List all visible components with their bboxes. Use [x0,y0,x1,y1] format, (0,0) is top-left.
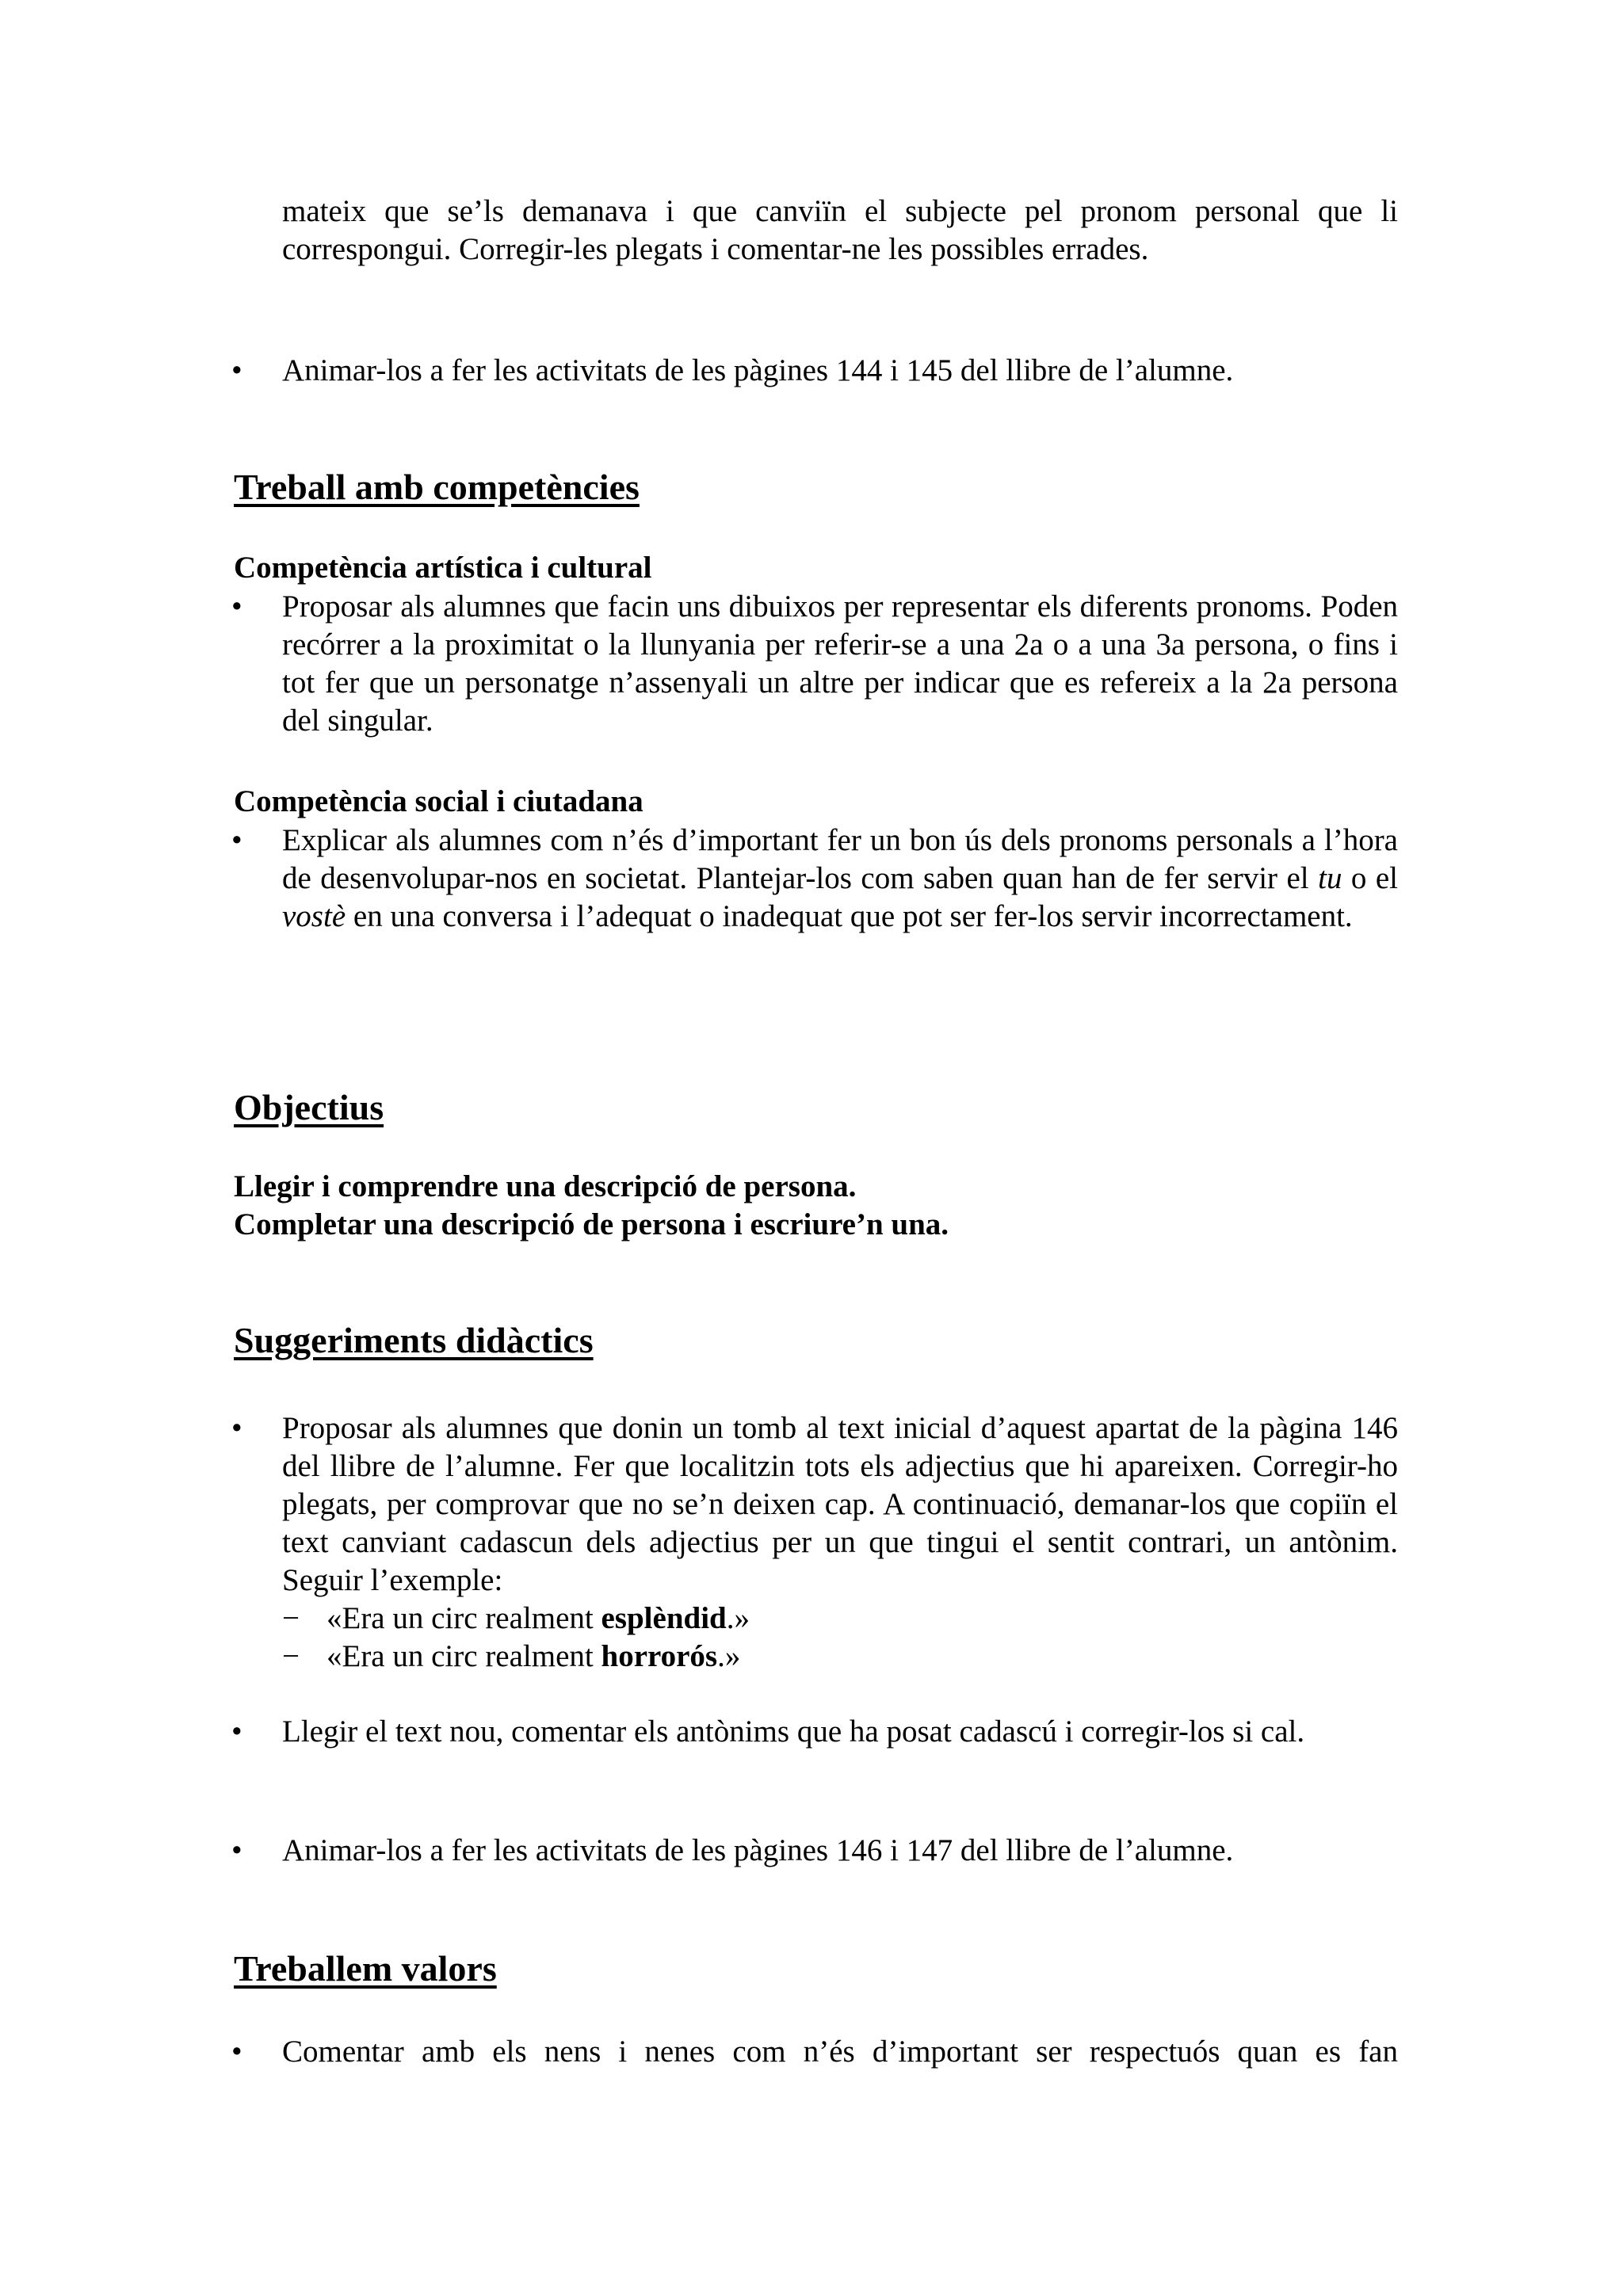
subheading-artistic: Competència artística i cultural [234,551,652,585]
example-item [282,1638,740,1676]
bullet-text: Animar-los a fer les activitats de les pàgines 146 i 147 del llibre de l’alumne. [282,1833,1234,1867]
intro-continuation-paragraph: mateix que se’ls demanava i que canviïn el subjecte pel pronom personal que li correspongui. Corregir-les plegats i comentar-ne les possibles errades. [282,194,1398,266]
objective-line: Completar una descripció de persona i escriure’n una. [234,1207,949,1241]
objective-line: Llegir i comprendre una descripció de persona. [234,1169,857,1203]
text-run: o el [1342,861,1399,895]
text-run: .» [717,1639,741,1673]
text-run: en una conversa i l’adequat o inadequat que pot ser fer-los servir incorrectament. [346,899,1353,933]
text-run: .» [726,1601,750,1635]
bullet-marker: • [231,353,242,387]
bold-word: horrorós [601,1639,718,1673]
italic-term-tu: tu [1318,861,1342,895]
bullet-text: Llegir el text nou, comentar els antònims que ha posat cadascú i corregir-los si cal. [282,1714,1305,1749]
bullet-marker: • [231,2035,242,2069]
bullet-marker: • [231,823,242,857]
dash-marker: − [282,1639,300,1673]
dash-marker: − [282,1601,300,1635]
bold-word: esplèndid [601,1601,727,1635]
subheading-social: Competència social i ciutadana [234,784,643,818]
bullet-text: Animar-los a fer les activitats de les pàgines 144 i 145 del llibre de l’alumne. [282,353,1234,387]
bullet-marker: • [231,1714,242,1749]
bullet-marker: • [231,1411,242,1445]
bullet-marker: • [231,589,242,624]
text-run: Explicar als alumnes com n’és d’important fer un bon ús dels pronoms personals a l’hora de desenvolupar-nos en societat. Plantejar-los com saben quan han de fer servir el [282,823,1398,895]
bullet-text: Proposar als alumnes que facin uns dibuixos per representar els diferents pronoms. Poden recórrer a la proximitat o la llunyania per referir-se a una 2a o a una 3a persona, o fins i tot fer que un personatge n’assenyali un altre per indicar que es refereix a la 2a persona del singular. [282,589,1398,738]
italic-term-voste: vostè [282,899,346,933]
text-run: «Era un circ realment [327,1639,601,1673]
bullet-text [282,822,1398,936]
text-run: «Era un circ realment [327,1601,601,1635]
bullet-text: Comentar amb els nens i nenes com n’és d’important ser respectuós quan es fan [282,2035,1398,2069]
bullet-text: Proposar als alumnes que donin un tomb al text inicial d’aquest apartat de la pàgina 146 del llibre de l’alumne. Fer que localitzin tots els adjectius que hi apareixen. Corregir-ho plegats, per comprovar que no se’n deixen cap. A continuació, demanar-los que copiïn el text canviant cadascun dels adjectius per un que tingui el sentit contrari, un antònim. Seguir l’exemple: [282,1411,1398,1597]
section-heading-objectives: Objectius [234,1087,384,1127]
example-item [282,1600,750,1638]
section-heading-competencies: Treball amb competències [234,467,640,507]
bullet-marker: • [231,1833,242,1867]
section-heading-values: Treballem valors [234,1948,497,1989]
section-heading-suggestions: Suggeriments didàctics [234,1320,594,1360]
